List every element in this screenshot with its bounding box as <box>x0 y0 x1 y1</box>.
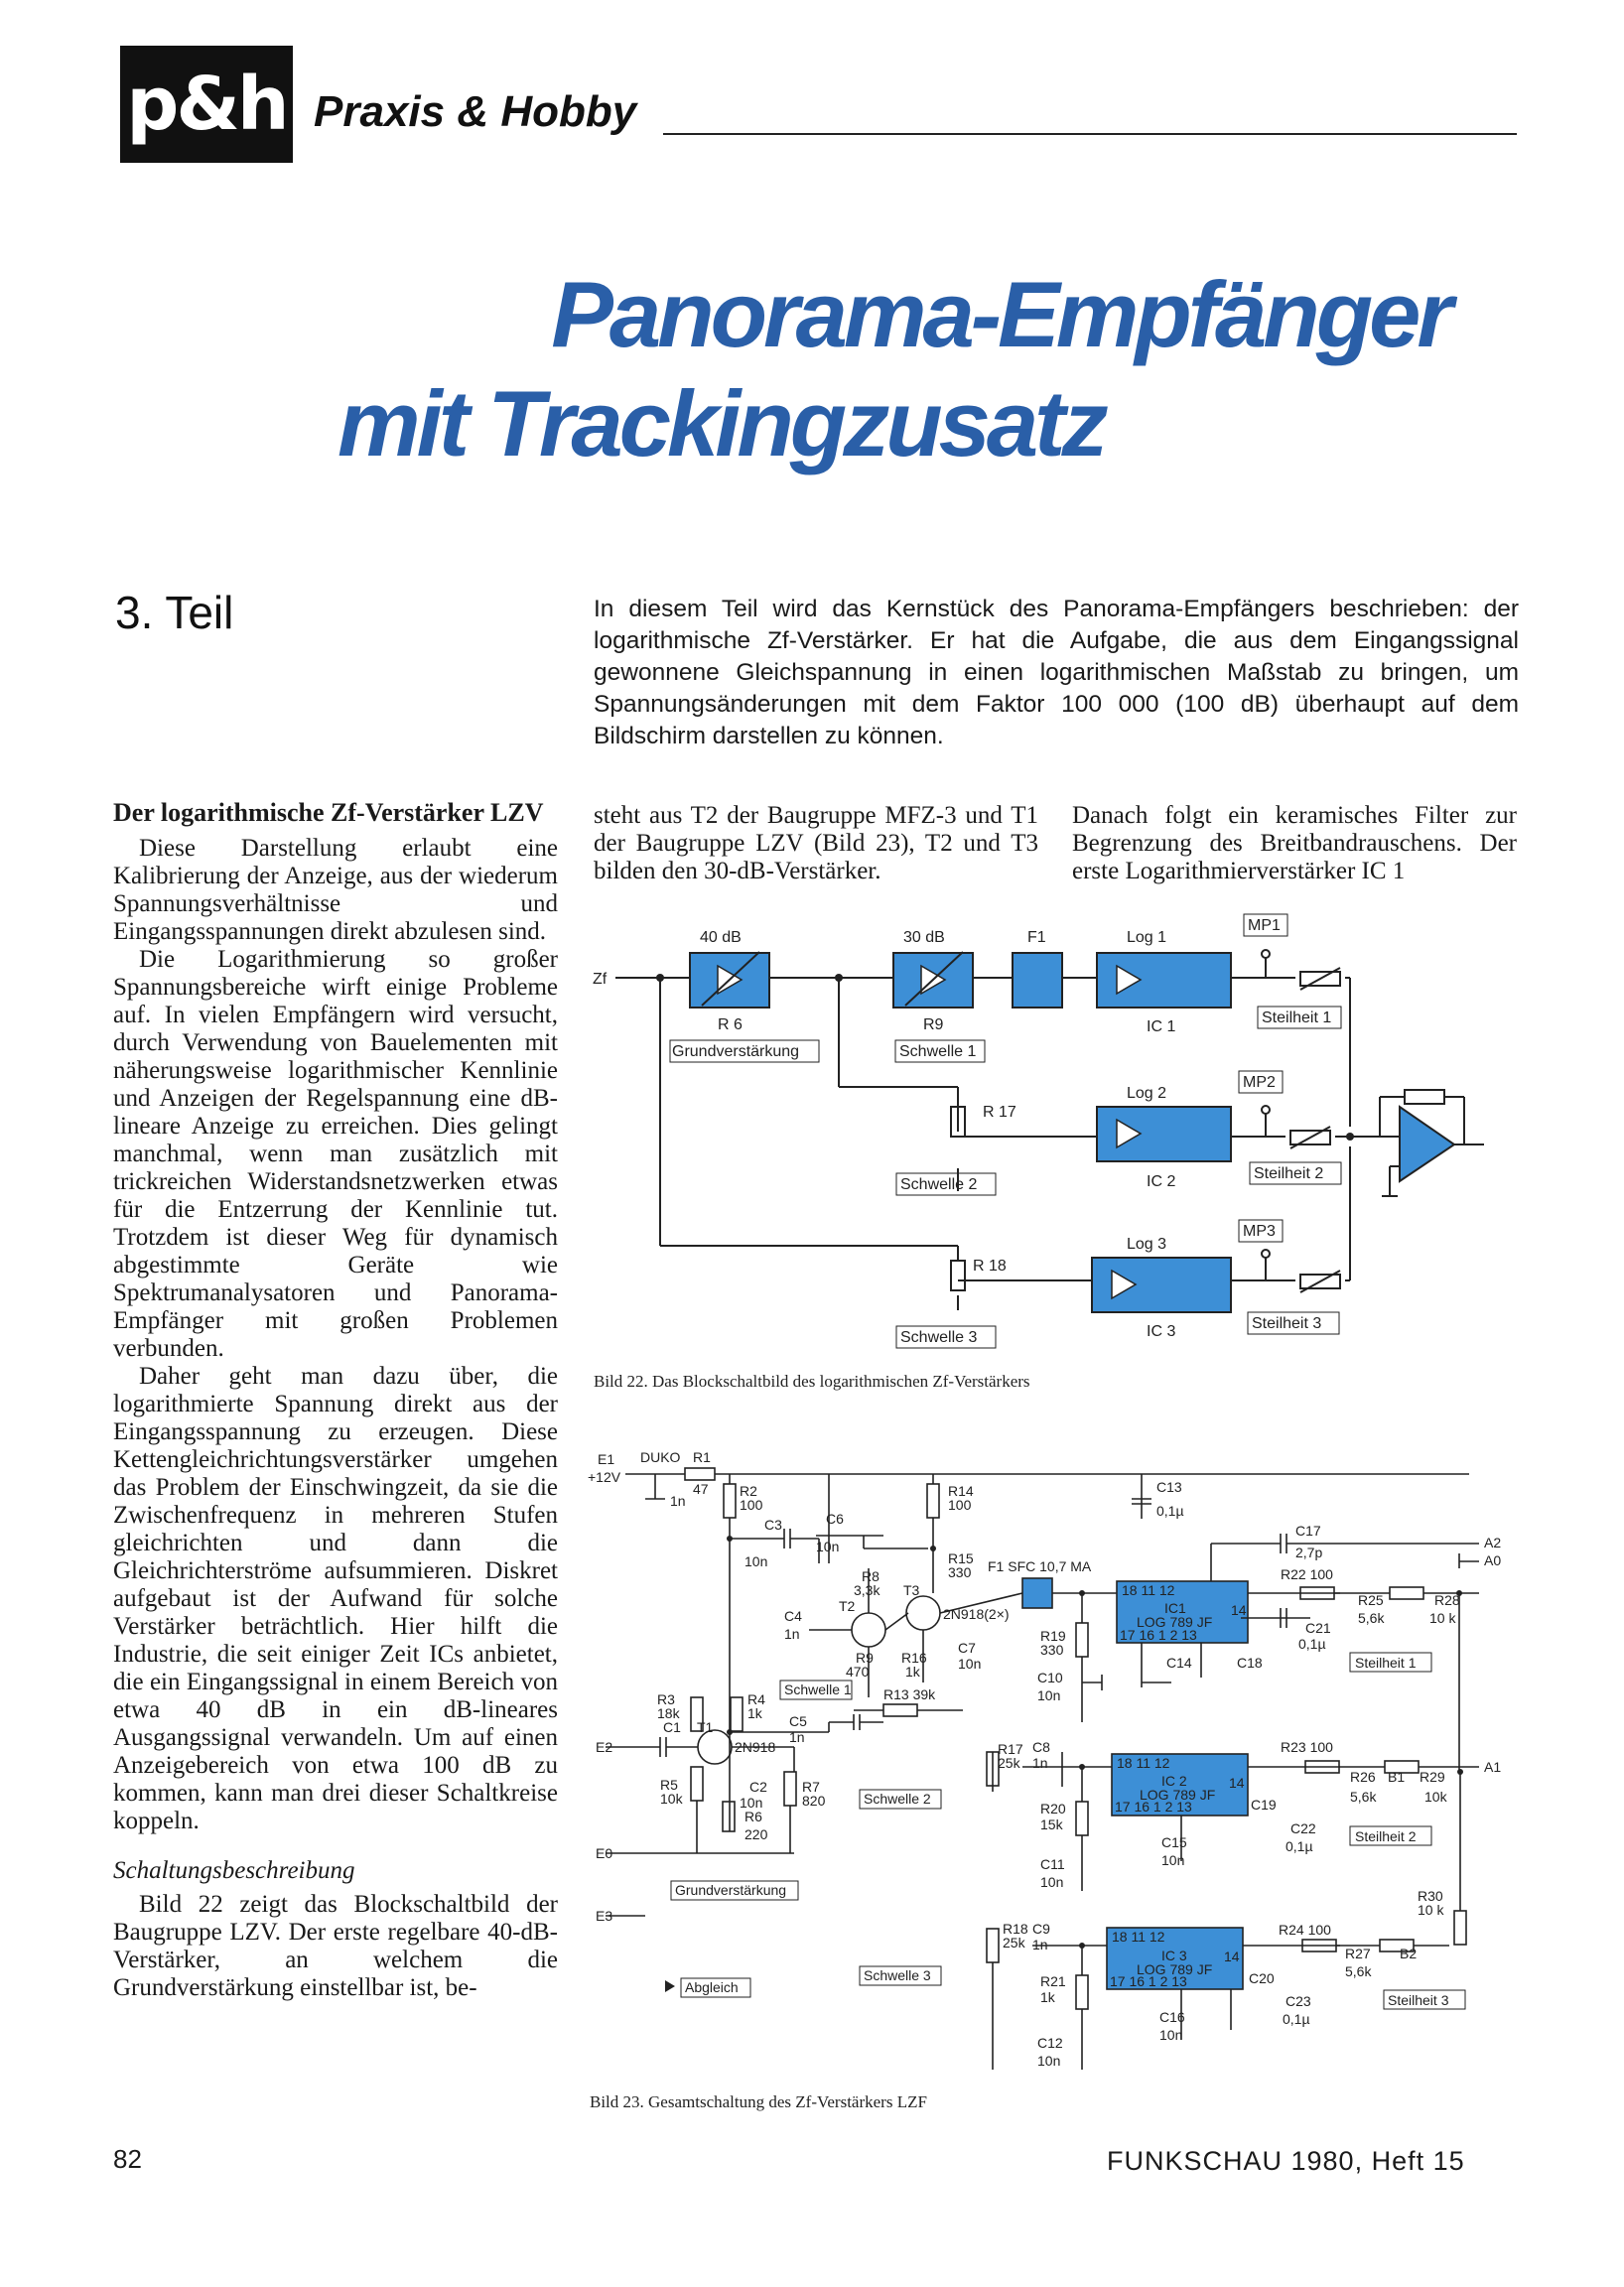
c-c8v: 1n <box>1032 1755 1048 1771</box>
c-t1type: 2N918 <box>735 1739 776 1755</box>
c-steilheit1: Steilheit 1 <box>1355 1655 1417 1671</box>
column-3-text: Danach folgt ein keramisches Filter zur Begrenzung des Breitbandrauschens. Der erste Logarithmierverstärker IC 1 <box>1072 802 1517 884</box>
c-pins3-top: 18 11 12 <box>1112 1929 1165 1945</box>
steilheit2-label: Steilheit 2 <box>1254 1165 1324 1182</box>
filter-label: F1 <box>1027 929 1046 946</box>
c-r5: R5 <box>660 1777 678 1793</box>
c-ic2: IC 2 <box>1161 1773 1187 1789</box>
c-pins3-14: 14 <box>1224 1949 1240 1964</box>
article-title <box>328 260 1449 478</box>
c-r23: R23 100 <box>1281 1739 1333 1755</box>
c-c4v: 1n <box>784 1626 800 1642</box>
c-schwelle2: Schwelle 2 <box>864 1791 931 1807</box>
c-f1sfc: F1 SFC 10,7 MA <box>988 1558 1092 1574</box>
c-r1v: 47 <box>693 1481 709 1497</box>
c-c18: C18 <box>1237 1655 1263 1671</box>
c-c23: C23 <box>1286 1993 1311 2009</box>
steilheit3-label: Steilheit 3 <box>1252 1315 1322 1332</box>
c-pins1-14: 14 <box>1231 1602 1247 1618</box>
schwelle1-label: Schwelle 1 <box>899 1043 977 1060</box>
c-r6v: 220 <box>744 1826 768 1842</box>
c-r22: R22 100 <box>1281 1566 1333 1582</box>
c-c7: C7 <box>958 1640 976 1656</box>
page-number: 82 <box>113 2144 142 2174</box>
c-log2: LOG 789 JF <box>1140 1787 1216 1803</box>
c-log1: LOG 789 JF <box>1137 1614 1213 1630</box>
c-r17v: 25k <box>998 1755 1020 1771</box>
paragraph-4: Bild 22 zeigt das Blockschaltbild der Baugruppe LZV. Der erste regelbare 40-dB-Verstärker, an welchem die Grundverstärkung einstellbar ist, be- <box>113 1891 558 2001</box>
c-r9v: 470 <box>846 1664 870 1680</box>
c-r7v: 820 <box>802 1793 826 1809</box>
c-r8: R8 <box>862 1568 880 1584</box>
c-pins1-top: 18 11 12 <box>1122 1582 1175 1598</box>
title-line-2: mit Trackingzusatz <box>338 371 1105 475</box>
c-c17v: 2,7p <box>1295 1545 1323 1560</box>
c-r13: R13 39k <box>883 1686 936 1702</box>
c-c12v: 10n <box>1037 2053 1061 2069</box>
c-r16v: 1k <box>905 1664 920 1680</box>
c-log3: LOG 789 JF <box>1137 1961 1213 1977</box>
c-r15: R15 <box>948 1550 974 1566</box>
r17-label: R 17 <box>983 1104 1016 1121</box>
c-c19: C19 <box>1251 1797 1277 1813</box>
c-r16: R16 <box>901 1650 927 1666</box>
c-r17: R17 <box>998 1741 1023 1757</box>
c-c2: C2 <box>749 1779 767 1795</box>
amp2-gain: 30 dB <box>903 929 945 946</box>
paragraph-3: Daher geht man dazu über, die logarithmierte Spannung direkt aus der Eingangsspannung zu erzeugen. Diese Kettengleichrichtungsverstärker umgehen das Problem der Einschwingzeit, da sie die Zwischenfrequenz in mehreren Stufen gleichrichten und dann die Gleichrichterströme aufsummieren. Diskret aufgebaut ist der Aufwand für solche Verstärker beträchtlich. Hier hilft die Industrie, die seit einiger Zeit ICs anbietet, die ein Eingangssignal in einem Bereich von etwa 40 dB in ein dB-lineares Ausgangssignal verwandeln. Um auf einen Anzeigebereich von etwa 100 dB zu kommen, kann man drei dieser Schaltkreise koppeln. <box>113 1363 558 1834</box>
c-r29: R29 <box>1420 1769 1445 1785</box>
c-r27: R27 <box>1345 1946 1371 1961</box>
part-label: 3. Teil <box>115 587 234 638</box>
c-steilheit2: Steilheit 2 <box>1355 1828 1417 1844</box>
paragraph-1: Diese Darstellung erlaubt eine Kalibrierung der Anzeige, aus der wiederum Spannungsverhältnisse und Eingangsspannungen direkt abzulesen sind. <box>113 835 558 945</box>
amp2-pot: R9 <box>923 1016 944 1033</box>
c-c3v: 10n <box>744 1553 768 1569</box>
log2-label: Log 2 <box>1127 1085 1167 1102</box>
mp2-label: MP2 <box>1243 1074 1276 1091</box>
c-r9: R9 <box>856 1650 874 1666</box>
c-pins2-14: 14 <box>1229 1775 1245 1791</box>
c-a0: A0 <box>1484 1552 1502 1568</box>
c-r3v: 18k <box>657 1705 680 1721</box>
c-r27v: 5,6k <box>1345 1963 1372 1979</box>
magazine-footer: FUNKSCHAU 1980, Heft 15 <box>1107 2146 1465 2176</box>
c-pins2-top: 18 11 12 <box>1117 1755 1170 1771</box>
amp1-gain: 40 dB <box>700 929 742 946</box>
c-r28: R28 <box>1434 1592 1460 1608</box>
c-c11v: 10n <box>1040 1874 1064 1890</box>
c-c11: C11 <box>1040 1856 1065 1872</box>
mp3-label: MP3 <box>1243 1223 1276 1240</box>
c-c23v: 0,1µ <box>1283 2011 1310 2027</box>
c-r25: R25 <box>1358 1592 1384 1608</box>
c-r8v: 3,3k <box>854 1582 880 1598</box>
fig23-caption: Bild 23. Gesamtschaltung des Zf-Verstärkers LZF <box>590 2092 927 2111</box>
c-pins2-bot: 17 16 1 2 13 <box>1115 1799 1192 1815</box>
c-r18: R18 <box>1003 1921 1028 1937</box>
c-r4: R4 <box>747 1691 765 1707</box>
c-c6: C6 <box>826 1511 844 1527</box>
c-r30v: 10 k <box>1418 1902 1444 1918</box>
c-r5v: 10k <box>660 1791 683 1807</box>
c-r21: R21 <box>1040 1973 1066 1989</box>
c-c8: C8 <box>1032 1739 1050 1755</box>
c-r25v: 5,6k <box>1358 1610 1385 1626</box>
c-t2: T2 <box>839 1598 856 1614</box>
c-plus12: +12V <box>588 1469 621 1485</box>
c-e0: E0 <box>596 1845 613 1861</box>
log1-label: Log 1 <box>1127 929 1167 946</box>
c-c1n: 1n <box>670 1493 686 1509</box>
c-c15: C15 <box>1161 1834 1187 1850</box>
c-c9: C9 <box>1032 1921 1050 1937</box>
c-c15v: 10n <box>1161 1852 1185 1868</box>
schwelle3-label: Schwelle 3 <box>900 1329 978 1346</box>
c-r21v: 1k <box>1040 1989 1055 2005</box>
input-label: Zf <box>593 971 608 988</box>
r18-label: R 18 <box>973 1258 1007 1275</box>
c-c7v: 10n <box>958 1656 982 1672</box>
subheading: Schaltungsbeschreibung <box>113 1857 355 1884</box>
c-c10: C10 <box>1037 1670 1063 1685</box>
fig22-caption: Bild 22. Das Blockschaltbild des logarithmischen Zf-Verstärkers <box>594 1372 1030 1391</box>
c-r26: R26 <box>1350 1769 1376 1785</box>
c-c13: C13 <box>1156 1479 1182 1495</box>
c-r4v: 1k <box>747 1705 762 1721</box>
c-r29v: 10k <box>1424 1789 1447 1805</box>
c-schwelle3: Schwelle 3 <box>864 1967 931 1983</box>
header-rule <box>663 133 1517 135</box>
c-c4: C4 <box>784 1608 802 1624</box>
c-t3: T3 <box>903 1582 920 1598</box>
c-c1: C1 <box>663 1719 681 1735</box>
c-ic1: IC1 <box>1164 1600 1186 1616</box>
steilheit1-label: Steilheit 1 <box>1262 1009 1332 1026</box>
c-r6: R6 <box>744 1809 762 1824</box>
grundverstaerkung-label: Grundverstärkung <box>672 1043 800 1060</box>
c-r24: R24 100 <box>1279 1922 1331 1938</box>
c-steilheit3: Steilheit 3 <box>1388 1992 1449 2008</box>
c-c13v: 0,1µ <box>1156 1503 1184 1519</box>
c-r19v: 330 <box>1040 1642 1064 1658</box>
c-r14v: 100 <box>948 1497 972 1513</box>
intro-paragraph: In diesem Teil wird das Kernstück des Panorama-Empfängers beschrieben: der logarithmische Zf-Verstärker. Er hat die Aufgabe, die aus dem Eingangssignal gewonnene Gleichspannung in einen logarithmischen Maßstab zu bringen, um Spannungsänderungen mit dem Faktor 100 000 (100 dB) überhaupt auf dem Bildschirm darstellen zu können. <box>594 596 1519 749</box>
c-c2v: 10n <box>740 1795 763 1811</box>
title-line-1: Panorama-Empfänger <box>551 262 1449 366</box>
c-pins1-bot: 17 16 1 2 13 <box>1120 1627 1197 1643</box>
c-r19: R19 <box>1040 1628 1066 1644</box>
block-diagram-fig22 <box>591 908 1524 1365</box>
c-r28v: 10 k <box>1429 1610 1456 1626</box>
c-b1: B1 <box>1388 1769 1406 1785</box>
c-ic3: IC 3 <box>1161 1948 1187 1963</box>
circuit-diagram-fig23 <box>586 1444 1529 2085</box>
section-title: Praxis & Hobby <box>314 87 637 136</box>
c-c20: C20 <box>1249 1970 1275 1986</box>
c-c5: C5 <box>789 1713 807 1729</box>
mp1-label: MP1 <box>1248 917 1281 934</box>
c-c16: C16 <box>1159 2009 1185 2025</box>
c-r20: R20 <box>1040 1801 1066 1816</box>
ic1-label: IC 1 <box>1147 1018 1176 1035</box>
c-a1: A1 <box>1484 1759 1502 1775</box>
c-c22v: 0,1µ <box>1286 1838 1313 1854</box>
c-r20v: 15k <box>1040 1816 1063 1832</box>
c-r30: R30 <box>1418 1888 1443 1904</box>
c-c21v: 0,1µ <box>1298 1636 1326 1652</box>
c-a2: A2 <box>1484 1535 1502 1550</box>
c-c9v: 1n <box>1032 1937 1048 1952</box>
c-t2type: 2N918(2×) <box>943 1606 1010 1622</box>
c-r7: R7 <box>802 1779 820 1795</box>
c-e2: E2 <box>596 1739 613 1755</box>
c-c16v: 10n <box>1159 2027 1183 2043</box>
c-r2: R2 <box>740 1483 757 1499</box>
c-r18v: 25k <box>1003 1935 1025 1951</box>
c-grund: Grundverstärkung <box>675 1882 787 1898</box>
c-c6v: 10n <box>816 1539 840 1554</box>
c-e1: E1 <box>598 1451 615 1467</box>
c-r2v: 100 <box>740 1497 763 1513</box>
column-2-text: steht aus T2 der Baugruppe MFZ-3 und T1 der Baugruppe LZV (Bild 23), T2 und T3 bilden den 30-dB-Verstärker. <box>594 802 1038 884</box>
c-c21: C21 <box>1305 1620 1331 1636</box>
ic2-label: IC 2 <box>1147 1173 1176 1190</box>
ic3-label: IC 3 <box>1147 1323 1176 1340</box>
c-c12: C12 <box>1037 2035 1063 2051</box>
schwelle2-label: Schwelle 2 <box>900 1176 978 1193</box>
column-1 <box>113 799 558 2002</box>
amp1-pot: R 6 <box>718 1016 743 1033</box>
c-duko: DUKO <box>640 1449 681 1465</box>
c-schwelle1: Schwelle 1 <box>784 1682 852 1697</box>
c-c17: C17 <box>1295 1523 1321 1539</box>
paragraph-2: Die Logarithmierung so großer Spannungsbereiche wirft einige Probleme auf. In vielen Empfängern wird versucht, durch Verwendung von Bauelementen mit näherungsweise logarithmischer Kennlinie und Anzeigen der Regelspannung eine dB-lineare Anzeige zu erreichen. Dies gelingt manchmal, wenn man zusätzlich mit trickreichen Widerstandsnetzwerken etwas für die Entzerrung der Kennlinie tut. Trotzdem ist dieser Weg für dynamisch abgestimmte Geräte wie Spektrumanalysatoren und Panorama-Empfänger mit großen Problemen verbunden. <box>113 946 558 1362</box>
c-r26v: 5,6k <box>1350 1789 1377 1805</box>
c-e3: E3 <box>596 1908 613 1924</box>
section-heading: Der logarithmische Zf-Verstärker LZV <box>113 798 544 827</box>
c-t1: T1 <box>697 1719 714 1735</box>
c-r3: R3 <box>657 1691 675 1707</box>
c-pins3-bot: 17 16 1 2 13 <box>1110 1973 1187 1989</box>
c-abgleich: Abgleich <box>685 1979 739 1995</box>
log3-label: Log 3 <box>1127 1236 1167 1253</box>
c-r14: R14 <box>948 1483 974 1499</box>
magazine-logo: p&h <box>120 46 293 163</box>
filter-block <box>1013 953 1062 1008</box>
c-c14: C14 <box>1166 1655 1192 1671</box>
c-b2: B2 <box>1400 1946 1418 1961</box>
c-r15v: 330 <box>948 1564 972 1580</box>
c-c3: C3 <box>764 1517 782 1533</box>
c-c22: C22 <box>1290 1820 1316 1836</box>
c-c5v: 1n <box>789 1729 805 1745</box>
c-c10v: 10n <box>1037 1687 1061 1703</box>
c-r1: R1 <box>693 1449 711 1465</box>
